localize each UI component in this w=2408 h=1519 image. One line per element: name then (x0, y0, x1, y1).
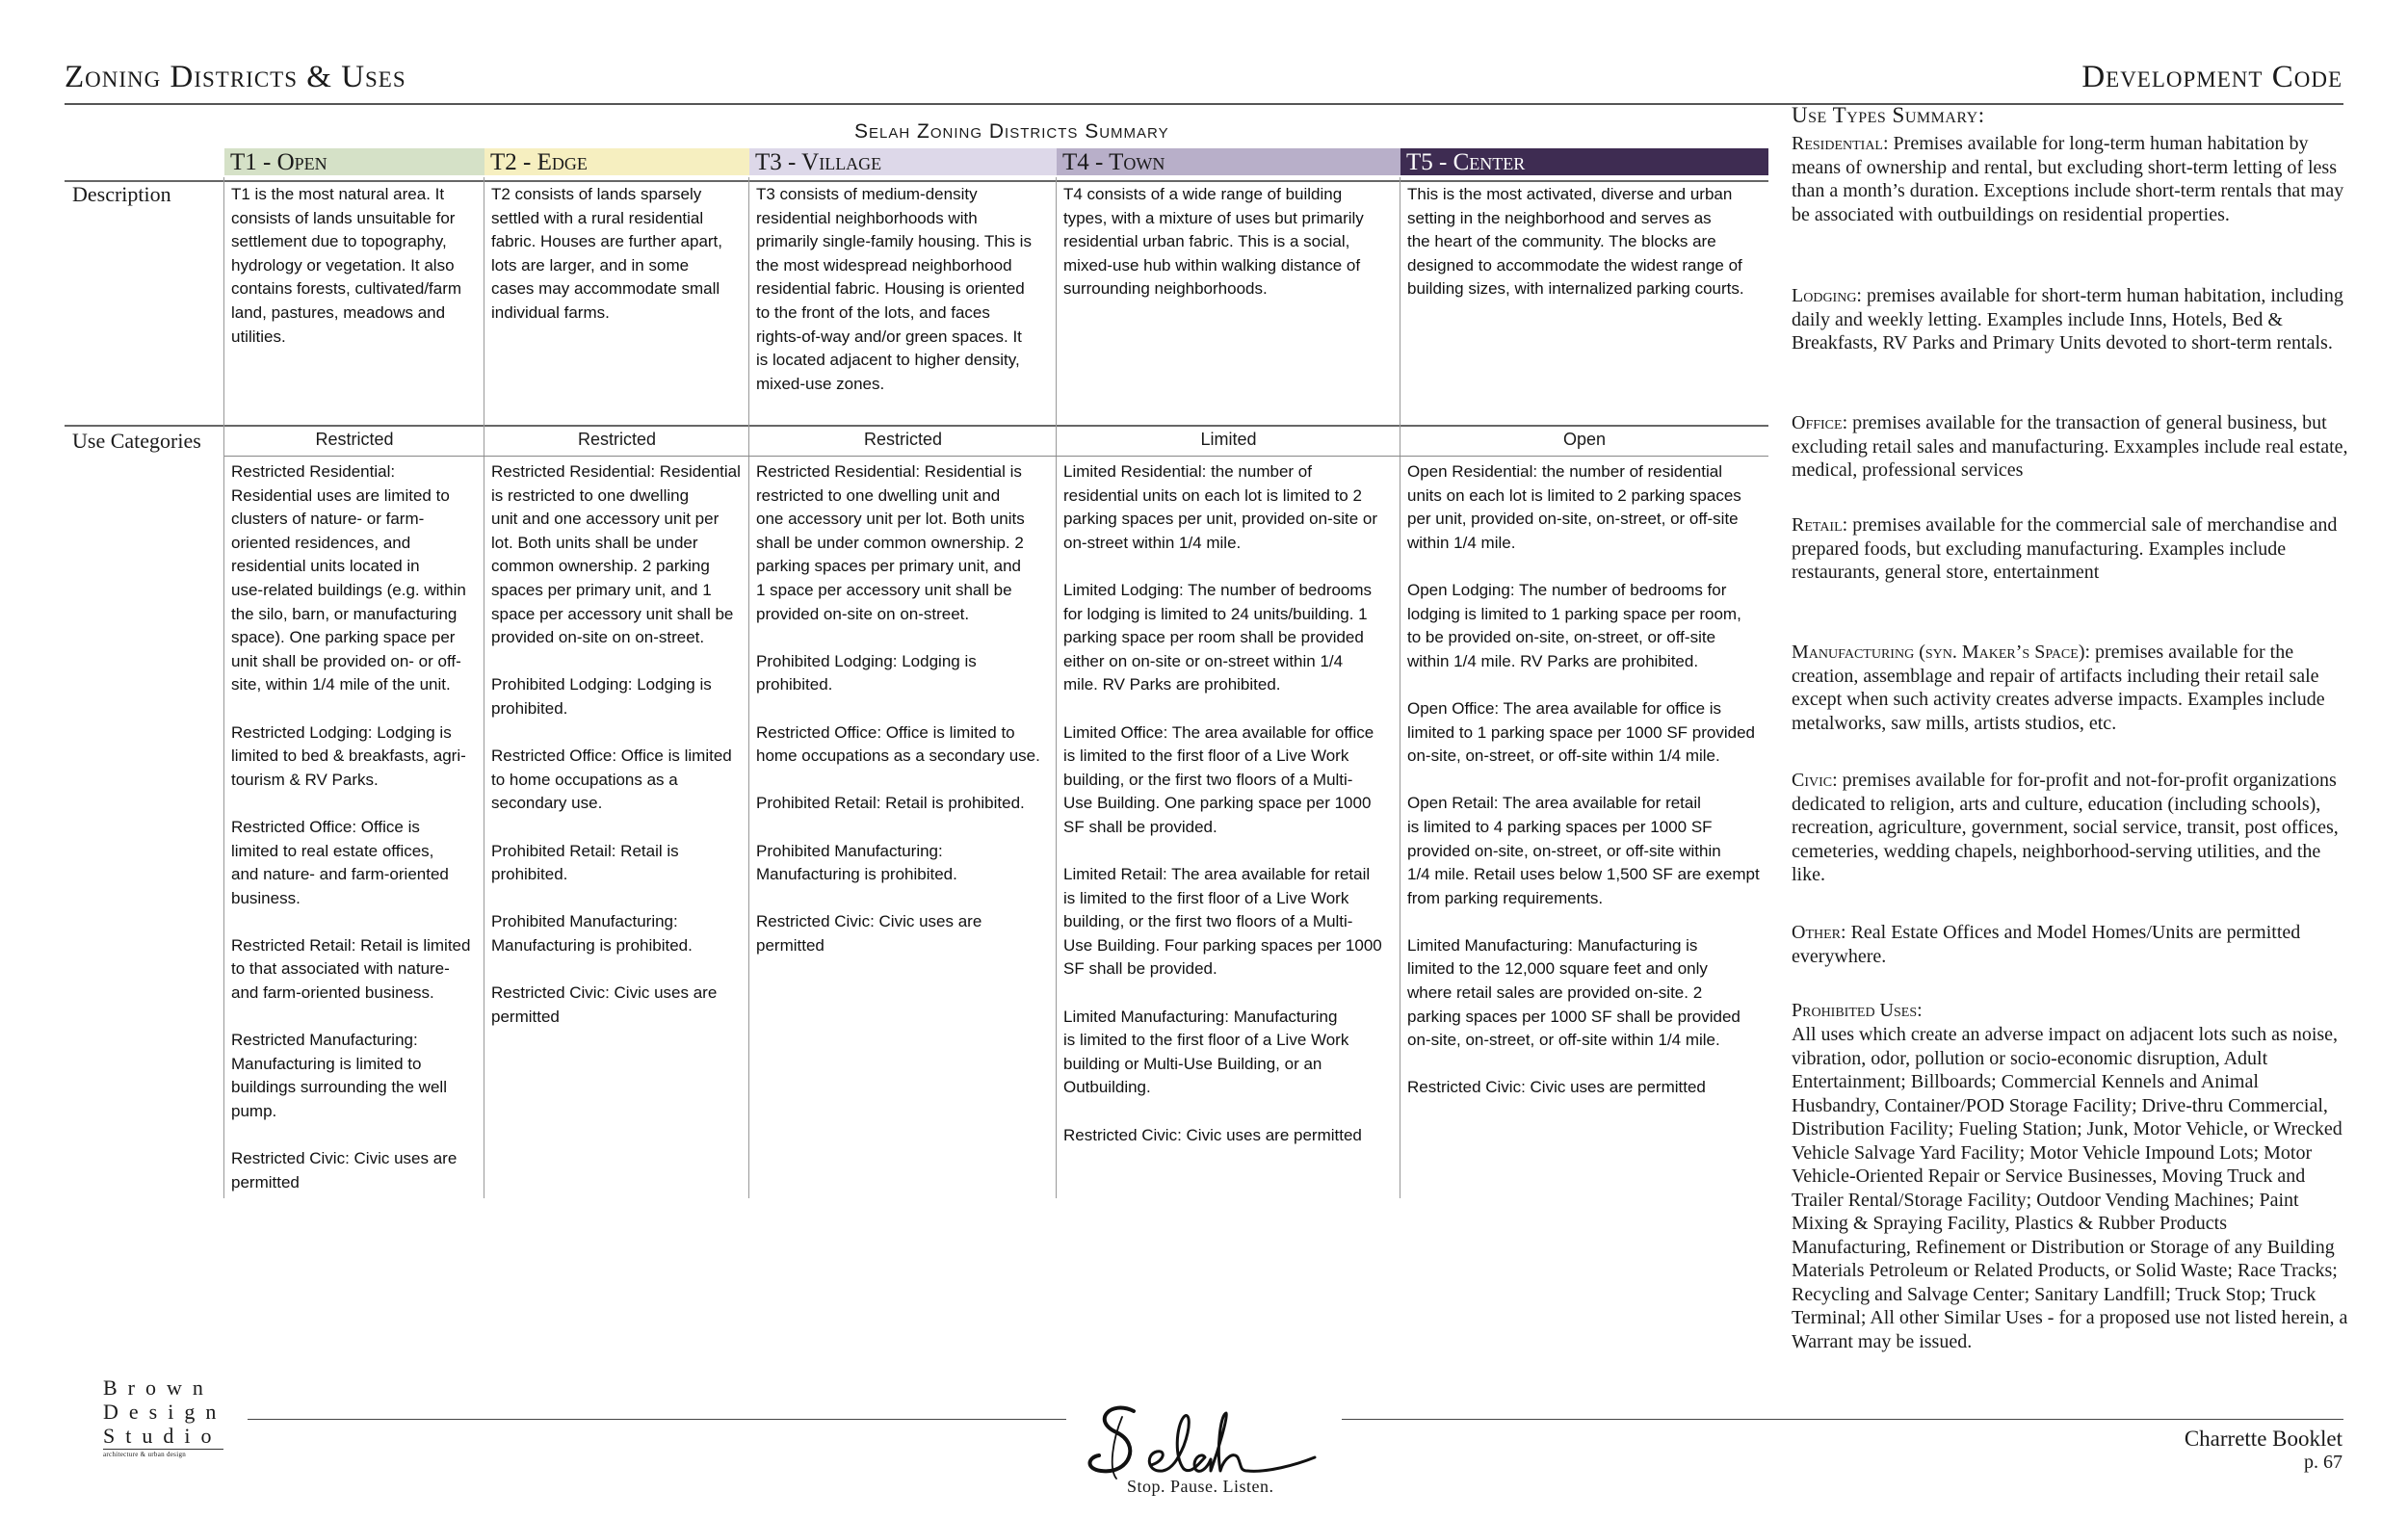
district-header-t3: T3 - Village (749, 148, 1057, 175)
table-rule-middle (65, 425, 1768, 427)
use-type-text: Real Estate Offices and Model Homes/Units are permitted everywhere. (1792, 922, 2301, 967)
use-type-residential (1792, 132, 2350, 226)
use-type-text: Premises available for long-term human habitation by means of ownership and rental, but excluding short-term letting of less than a month’s duration. Exceptions include short-term rentals that may be associated with outbuildings on residential properties. (1792, 133, 2344, 225)
table-rule-top (65, 180, 1768, 182)
row-label-description: Description (72, 182, 171, 206)
use-type-text: premises available for the transaction of general business, but excluding retail sales and manufacturing. Exxamples include real estate, medical, professional services (1792, 412, 2348, 481)
brown-design-studio-logo (103, 1375, 227, 1458)
document-title: Development Code (2081, 60, 2343, 94)
column-divider (223, 177, 224, 1198)
logo-tagline: Stop. Pause. Listen. (1127, 1477, 1274, 1496)
studio-tagline: architecture & urban design (103, 1449, 223, 1458)
district-header-t4: T4 - Town (1057, 148, 1400, 175)
column-divider (1056, 177, 1057, 1198)
description-t4: T4 consists of a wide range of building types, with a mixture of uses but primarily residential urban fabric. This is a social, mixed-use hub within walking distance of surrounding neighborhoods. (1063, 185, 1364, 299)
studio-line: Studio (103, 1424, 222, 1448)
use-type-lodging (1792, 284, 2350, 355)
description-t5: This is the most activated, diverse and urban setting in the neighborhood and serves as the heart of the community. The blocks are designed to accommodate the widest range of building sizes, with internalized parking courts. (1407, 185, 1744, 299)
use-type-term: Manufacturing (syn. Maker’s Space): (1792, 642, 2091, 663)
prohibited-uses-text: All uses which create an adverse impact on adjacent lots such as noise, vibration, odor, pollution or socio-economic disruption, Adult Entertainment; Billboards; Commercial Kennels and Animal Husbandry, Container/POD Storage Facility; Drive-thru Commercial, Distribution Facility; Fueling Station; Junk, Motor Vehicle, or Wrecked Vehicle Salvage Yard Facility; Motor Vehicle Impound Lots; Motor Vehicle-Oriented Repair or Service Businesses, Moving Truck and Trailer Rental/Storage Facility; Outdoor Vending Machines; Paint Mixing & Spraying Facility, Plastics & Rubber Products Manufacturing, Refinement or Distribution or Storage of any Building Materials Petroleum or Related Products, or Solid Waste; Race Tracks; Recycling and Salvage Center; Sanitary Landfill; Truck Stop; Truck Terminal; All other Similar Uses - for a proposed use not listed herein, a Warrant may be issued. (1792, 1024, 2348, 1352)
uses-t1: Restricted Residential: Residential uses are limited to clusters of nature- or farm- oriented residences, and residential units located in use-related buildings (e.g. within the silo, barn, or manufacturing space). One parking space per unit shall be provided on- or off- site, within 1/4 mile of the unit. Restricted Lodging: Lodging is limited to bed & breakfasts, agri- tourism & RV Parks. Restricted Office: Office is limited to real estate offices, and nature- and farm-oriented business. Restricted Retail: Retail is limited to that associated with nature- and farm-oriented business. Restricted Manufacturing: Manufacturing is limited to buildings surrounding the well pump. Restricted Civic: Civic uses are permitted (231, 462, 471, 1192)
footer-rule-left (248, 1419, 1066, 1420)
use-type-term: Retail: (1792, 514, 1848, 536)
district-header-t1: T1 - Open (224, 148, 484, 175)
use-type-office (1792, 411, 2350, 483)
uses-t2: Restricted Residential: Residential is restricted to one dwelling unit and one accessory unit per lot. Both units shall be under common ownership. 2 parking spaces per primary unit, and 1 space per accessory unit shall be provided on-site on on-street. Prohibited Lodging: Lodging is prohibited. Restricted Office: Office is limited to home occupations as a secondary use. Prohibited Retail: Retail is prohibited. Prohibited Manufacturing: Manufacturing is prohibited. Restricted Civic: Civic uses are permitted (491, 462, 741, 1026)
use-type-term: Lodging: (1792, 285, 1862, 306)
prohibited-uses-title: Prohibited Uses: (1792, 1000, 1923, 1021)
use-type-retail (1792, 513, 2350, 585)
description-t3: T3 consists of medium-density residential neighborhoods with primarily single-family housing. This is the most widespread neighborhood residential fabric. Housing is oriented to the front of the lots, and faces rights-of-way and/or green spaces. It is located adjacent to higher density, mixed-use zones. (756, 185, 1032, 393)
use-type-term: Residential: (1792, 133, 1889, 154)
table-title: Selah Zoning Districts Summary (854, 120, 1169, 143)
use-type-term: Civic: (1792, 770, 1838, 791)
description-t1: T1 is the most natural area. It consists of lands unsuitable for settlement due to topography, hydrology or vegetation. It also contains forests, cultivated/farm land, pastures, meadows and utilities. (231, 185, 462, 346)
section-title: Zoning Districts & Uses (65, 60, 406, 94)
district-header-t2: T2 - Edge (484, 148, 749, 175)
use-type-text: premises available for for-profit and not-for-profit organizations dedicated to religion, arts and culture, education (including schools), recreation, agriculture, government, social service, transit, post offices, cemeteries, wedding chapels, neighborhood-serving utilities, and the like. (1792, 770, 2339, 885)
use-type-text: premises available for the commercial sale of merchandise and prepared foods, but excluding manufacturing. Examples include restaurants, general store, entertainment (1792, 514, 2338, 583)
uses-t4: Limited Residential: the number of residential units on each lot is limited to 2 parking spaces per unit, provided on-site or on-street within 1/4 mile. Limited Lodging: The number of bedrooms for lodging is limited to 24 units/building. 1 parking space per room shall be provided either on on-site or on-street within 1/4 mile. RV Parks are prohibited. Limited Office: The area available for office is limited to the first floor of a Live Work building, or the first two floors of a Multi- Use Building. One parking space per 1000 SF shall be provided. Limited Retail: The area available for retail is limited to the first floor of a Live Work building, or the first two floors of a Multi- Use Building. Four parking spaces per 1000 SF shall be provided. Limited Manufacturing: Manufacturing is limited to the first floor of a Live Work building or Multi-Use Building, or an Outbuilding. Restricted Civic: Civic uses are permitted (1063, 462, 1382, 1144)
row-label-use-categories: Use Categories (72, 429, 201, 453)
use-types-title: Use Types Summary: (1792, 103, 1985, 127)
studio-line: Design (103, 1400, 227, 1424)
category-rule (224, 456, 1768, 457)
use-type-civic (1792, 769, 2350, 887)
category-t4: Limited (1200, 430, 1257, 449)
description-t2: T2 consists of lands sparsely settled with a rural residential fabric. Houses are further apart, lots are larger, and in some cases may accommodate small individual farms. (491, 185, 723, 322)
category-t3: Restricted (863, 430, 943, 449)
footer-rule-right (1342, 1419, 2343, 1420)
district-header-t5: T5 - Center (1400, 148, 1768, 175)
category-t5: Open (1562, 430, 1607, 449)
uses-t5: Open Residential: the number of residential units on each lot is limited to 2 parking spaces per unit, provided on-site, on-street, or off-site within 1/4 mile. Open Lodging: The number of bedrooms for lodging is limited to 1 parking space per room, to be provided on-site, on-street, or off-site within 1/4 mile. RV Parks are prohibited. Open Office: The area available for office is limited to 1 parking space per 1000 SF provided on-site, on-street, or off-site within 1/4 mile. Open Retail: The area available for retail is limited to 4 parking spaces per 1000 SF provided on-site, on-street, or off-site within 1/4 mile. Retail uses below 1,500 SF are exempt from parking requirements. Limited Manufacturing: Manufacturing is limited to the 12,000 square feet and only where retail sales are provided on-site. 2 parking spaces per 1000 SF shall be provided on-site, on-street, or off-site within 1/4 mile. Restricted Civic: Civic uses are permitted (1407, 462, 1760, 1097)
page-number: p. 67 (2304, 1452, 2343, 1473)
use-type-other (1792, 921, 2350, 968)
use-type-text: premises available for short-term human habitation, including daily and weekly letting. Examples include Inns, Hotels, Bed & Breakfasts, RV Parks and Primary Units devoted to short-term rentals. (1792, 285, 2343, 354)
column-divider (748, 177, 749, 1198)
category-t2: Restricted (577, 430, 657, 449)
studio-line: Brown (103, 1375, 214, 1400)
use-type-term: Other: (1792, 922, 1846, 943)
category-t1: Restricted (315, 430, 394, 449)
use-type-term: Office: (1792, 412, 1848, 433)
use-type-text: premises available for the creation, assemblage and repair of artifacts including their retail sale except when such activity creates adverse impacts. Examples include metalworks, saw mills, artists studios, etc. (1792, 642, 2325, 734)
booklet-title: Charrette Booklet (2184, 1427, 2343, 1451)
header-divider (65, 103, 2343, 105)
uses-t3: Restricted Residential: Residential is restricted to one dwelling unit and one accessory unit per lot. Both units shall be under common ownership. 2 parking spaces per primary unit, and 1 space per accessory unit shall be provided on-site on on-street. Prohibited Lodging: Lodging is prohibited. Restricted Office: Office is limited to home occupations as a secondary use. Prohibited Retail: Retail is prohibited. Prohibited Manufacturing: Manufacturing is prohibited. Restricted Civic: Civic uses are permitted (756, 462, 1040, 955)
use-type-manufacturing (1792, 641, 2350, 735)
